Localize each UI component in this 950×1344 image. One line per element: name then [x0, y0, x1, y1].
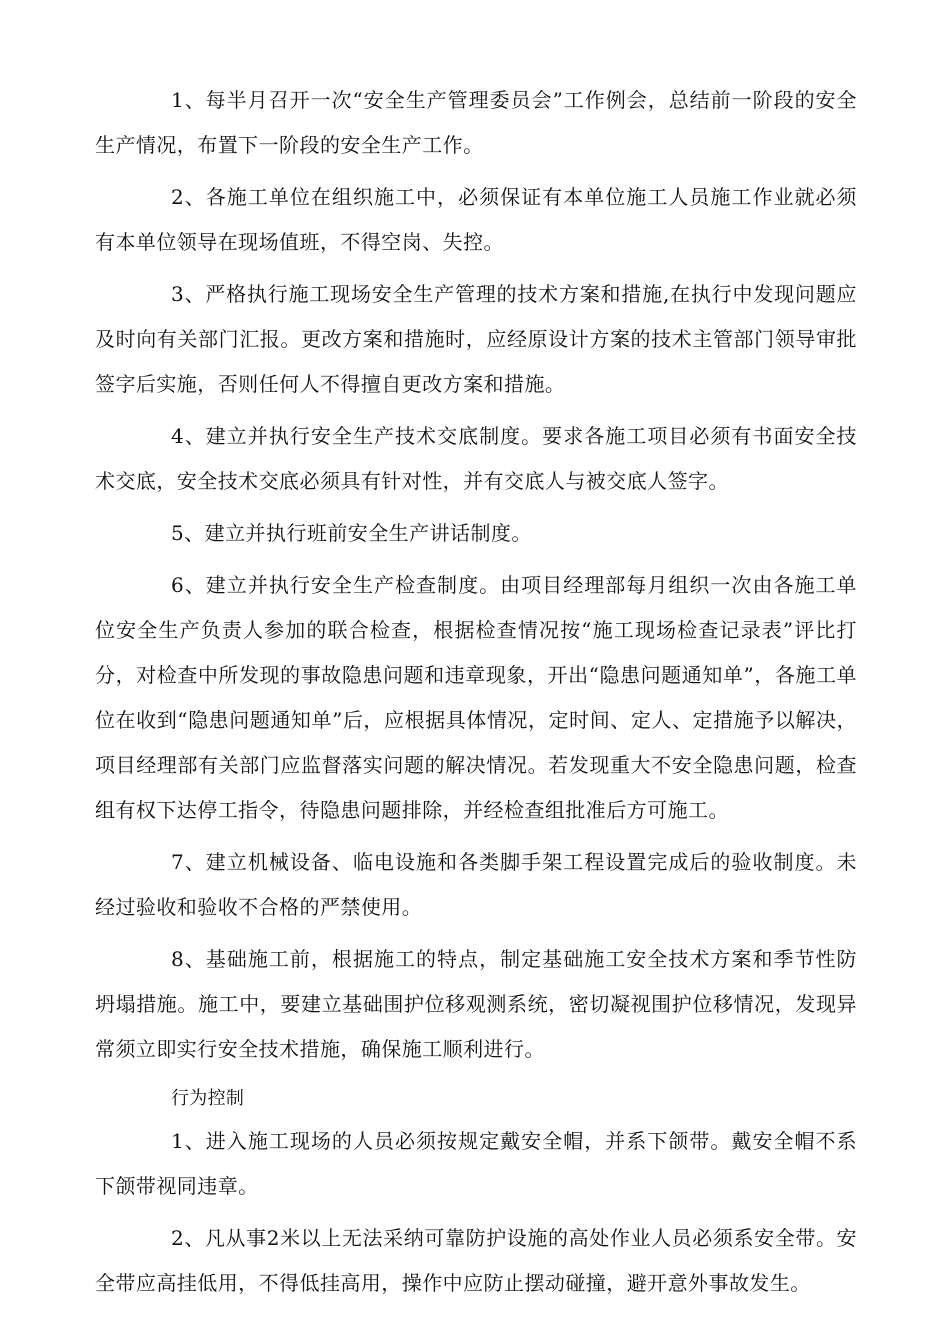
rule-paragraph-5: 5、建立并执行班前安全生产讲话制度。 — [171, 521, 532, 545]
behavior-rule-paragraph-1: 1、进入施工现场的人员必须按规定戴安全帽，并系下颌带。戴安全帽不系下颌带视同违章。 — [95, 1129, 857, 1198]
behavior-rule-paragraph-2: 2、凡从事2米以上无法采纳可靠防护设施的高处作业人员必须系安全带。安全带应高挂低用，不得低挂高用，操作中应防止摆动碰撞，避开意外事故发生。 — [95, 1226, 857, 1295]
rule-paragraph-7: 7、建立机械设备、临电设施和各类脚手架工程设置完成后的验收制度。未经过验收和验收不合格的严禁使用。 — [95, 850, 857, 919]
rule-paragraph-1: 1、每半月召开一次“安全生产管理委员会”工作例会，总结前一阶段的安全生产情况，布置下一阶段的安全生产工作。 — [95, 88, 857, 157]
rule-paragraph-3: 3、严格执行施工现场安全生产管理的技术方案和措施,在执行中发现问题应及时向有关部门汇报。更改方案和措施时，应经原设计方案的技术主管部门领导审批签字后实施，否则任何人不得擅自更改方案和措施。 — [95, 282, 857, 396]
rule-paragraph-8: 8、基础施工前，根据施工的特点，制定基础施工安全技术方案和季节性防坍塌措施。施工中，要建立基础围护位移观测系统，密切凝视围护位移情况，发现异常须立即实行安全技术措施，确保施工顺利进行。 — [95, 947, 857, 1061]
rule-paragraph-4: 4、建立并执行安全生产技术交底制度。要求各施工项目必须有书面安全技术交底，安全技术交底必须具有针对性，并有交底人与被交底人签字。 — [95, 424, 857, 493]
document-page — [95, 78, 857, 1313]
rule-paragraph-6: 6、建立并执行安全生产检查制度。由项目经理部每月组织一次由各施工单位安全生产负责人参加的联合检查，根据检查情况按“施工现场检查记录表”评比打分，对检查中所发现的事故隐患问题和违章现象，开出“隐患问题通知单”，各施工单位在收到“隐患问题通知单”后，应根据具体情况，定时间、定人、定措施予以解决，项目经理部有关部门应监督落实问题的解决情况。若发现重大不安全隐患问题，检查组有权下达停工指令，待隐患问题排除，并经检查组批准后方可施工。 — [95, 573, 857, 822]
rule-paragraph-2: 2、各施工单位在组织施工中，必须保证有本单位施工人员施工作业就必须有本单位领导在现场值班，不得空岗、失控。 — [95, 185, 857, 254]
section-heading: 行为控制 — [171, 1088, 245, 1109]
